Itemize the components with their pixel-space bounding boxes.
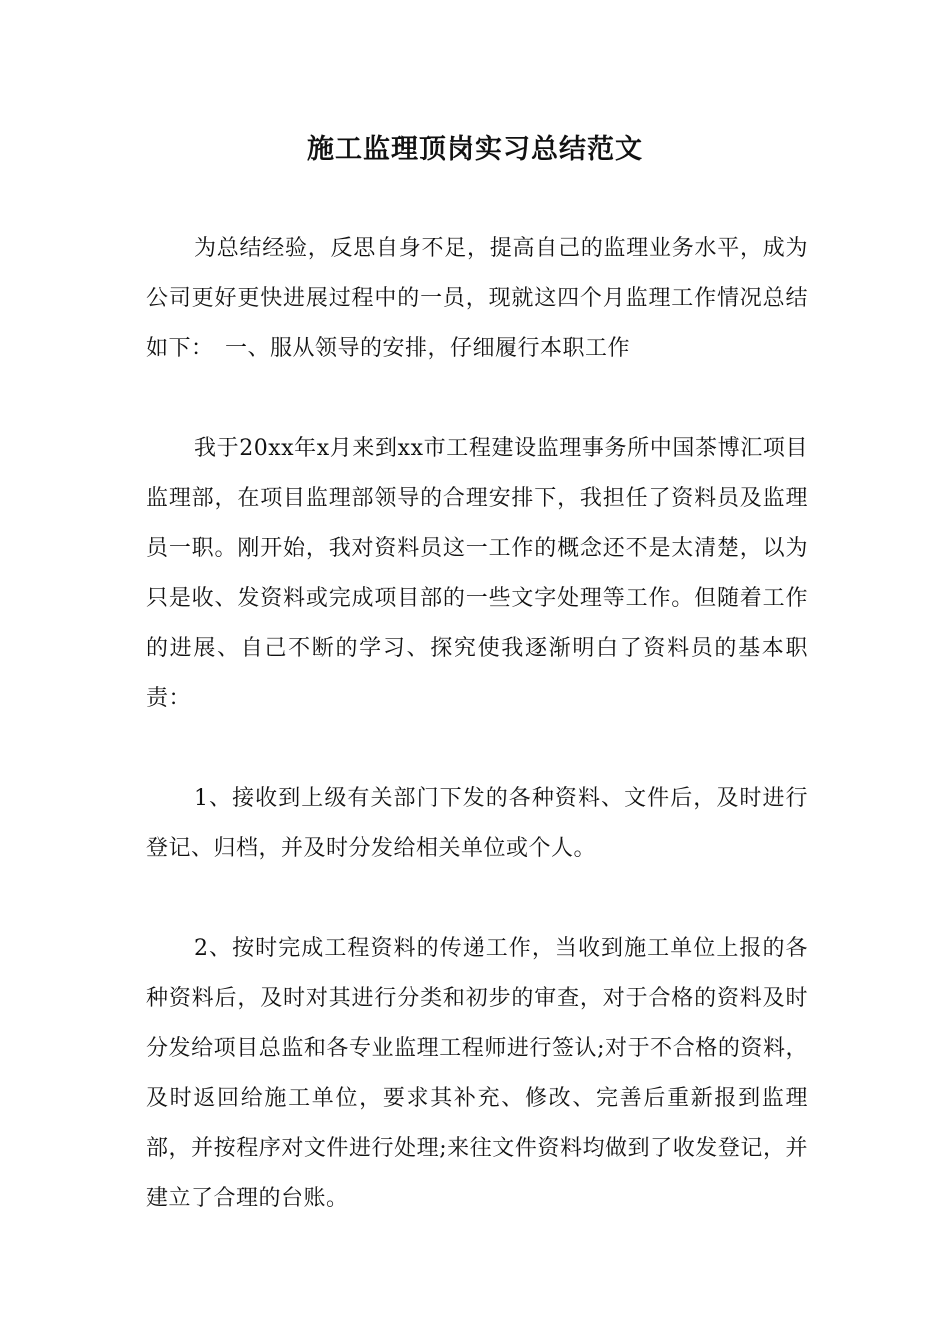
- paragraph-spacer: [146, 374, 808, 424]
- paragraph-duty-1: 1、接收到上级有关部门下发的各种资料、文件后，及时进行登记、归档，并及时分发给相关单位或个人。: [146, 786, 808, 861]
- paragraph-spacer: [146, 724, 808, 774]
- paragraph-spacer: [146, 874, 808, 924]
- document-body: [146, 224, 808, 1224]
- paragraph-background: 我于20xx年x月来到xx市工程建设监理事务所中国茶博汇项目监理部，在项目监理部领导的合理安排下，我担任了资料员及监理员一职。刚开始，我对资料员这一工作的概念还不是太清楚，以为只是收、发资料或完成项目部的一些文字处理等工作。但随着工作的进展、自己不断的学习、探究使我逐渐明白了资料员的基本职责：: [146, 436, 808, 711]
- paragraph-intro: 为总结经验，反思自身不足，提高自己的监理业务水平，成为公司更好更快进展过程中的一员，现就这四个月监理工作情况总结如下： 一、服从领导的安排，仔细履行本职工作: [146, 236, 808, 361]
- document-title: 施工监理顶岗实习总结范文: [307, 134, 643, 165]
- paragraph-duty-2: 2、按时完成工程资料的传递工作，当收到施工单位上报的各种资料后，及时对其进行分类和初步的审查，对于合格的资料及时分发给项目总监和各专业监理工程师进行签认;对于不合格的资料，及时返回给施工单位，要求其补充、修改、完善后重新报到监理部，并按程序对文件进行处理;来往文件资料均做到了收发登记，并建立了合理的台账。: [146, 936, 808, 1211]
